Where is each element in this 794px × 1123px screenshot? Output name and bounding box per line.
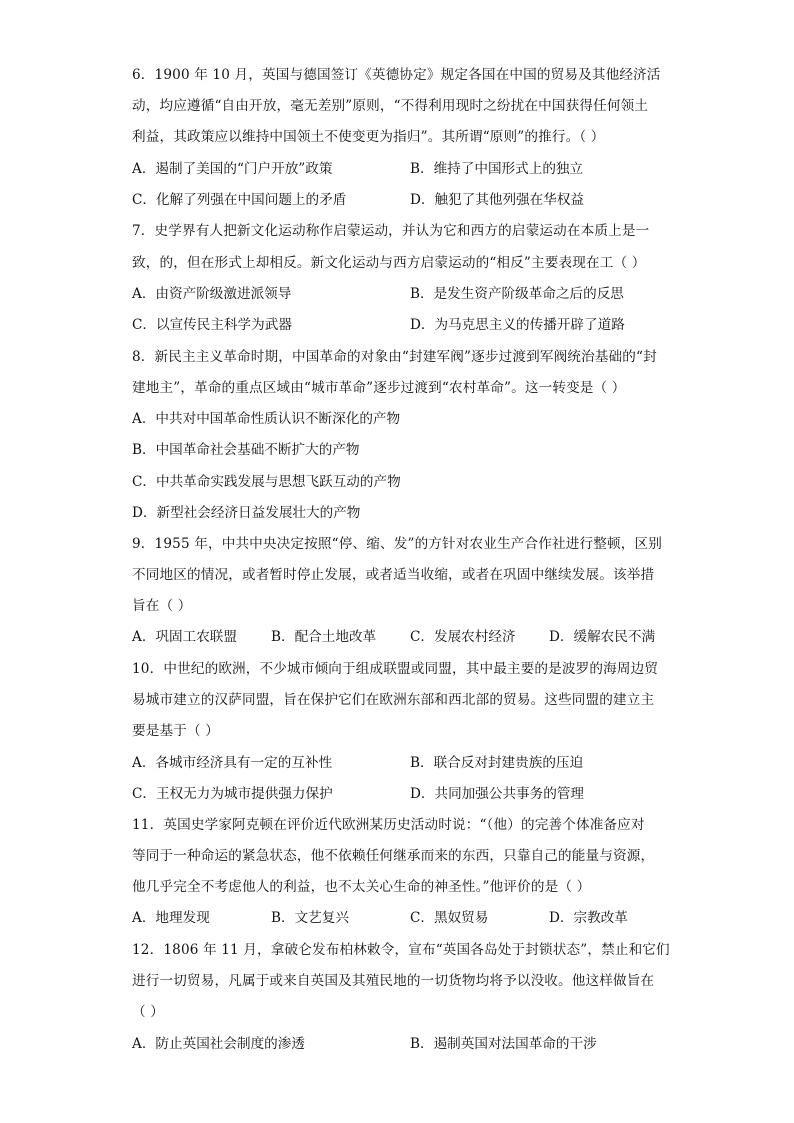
question-9-option-a: A．巩固工农联盟 xyxy=(132,629,237,645)
question-8-option-a: A．中共对中国革命性质认识不断深化的产物 xyxy=(132,411,401,427)
question-12-stem-line-2: 进行一切贸易，凡属于或来自英国及其殖民地的一切货物均将予以没收。他这样做旨在 xyxy=(132,973,655,989)
question-9-stem-line-2: 不同地区的情况，或者暂时停止发展，或者适当收缩，或者在巩固中继续发展。该举措 xyxy=(132,567,655,583)
question-6-stem-line-2: 动，均应遵循“自由开放，毫无差别”原则，“不得利用现时之纷扰在中国获得任何领土 xyxy=(132,98,649,114)
question-12-stem-line-3: （ ） xyxy=(132,1004,164,1020)
question-9-stem-line-1: 9．1955 年，中共中央决定按照“停、缩、发”的方针对农业生产合作社进行整顿，区别 xyxy=(132,536,662,552)
question-7-option-b: B．是发生资产阶级革命之后的反思 xyxy=(410,286,624,302)
question-10-stem-line-2: 易城市建立的汉萨同盟，旨在保护它们在欧洲东部和西北部的贸易。这些同盟的建立主 xyxy=(132,692,655,708)
question-10-option-b: B．联合反对封建贵族的压迫 xyxy=(410,755,584,771)
question-10-option-c: C．王权无力为城市提供强力保护 xyxy=(132,786,333,802)
question-12-stem-line-1: 12．1806 年 11 月，拿破仑发布柏林敕令，宣布“英国各岛处于封锁状态”，禁止和它们 xyxy=(132,942,670,958)
question-10-stem-line-1: 10．中世纪的欧洲，不少城市倾向于组成联盟或同盟，其中最主要的是波罗的海周边贸 xyxy=(132,661,659,677)
question-12-option-b: B．遏制英国对法国革命的干涉 xyxy=(410,1036,597,1052)
question-8-option-c: C．中共革命实践发展与思想飞跃互动的产物 xyxy=(132,474,401,490)
question-9-option-b: B．配合土地改革 xyxy=(271,629,377,645)
question-11-stem-line-3: 他几乎完全不考虑他人的利益，也不太关心生命的神圣性。”他评价的是（ ） xyxy=(132,879,591,895)
question-11-option-d: D．宗教改革 xyxy=(549,910,628,926)
question-6-option-b: B．维持了中国形式上的独立 xyxy=(410,161,584,177)
question-6-option-a: A．遏制了美国的“门户开放”政策 xyxy=(132,161,333,177)
question-7-option-a: A．由资产阶级激进派领导 xyxy=(132,286,292,302)
question-10-option-d: D．共同加强公共事务的管理 xyxy=(410,786,585,802)
question-8-option-d: D．新型社会经济日益发展壮大的产物 xyxy=(132,505,361,521)
question-6-option-c: C．化解了列强在中国问题上的矛盾 xyxy=(132,192,347,208)
question-7-option-d: D．为马克思主义的传播开辟了道路 xyxy=(410,317,625,333)
question-7-option-c: C．以宣传民主科学为武器 xyxy=(132,317,292,333)
question-11-stem-line-1: 11．英国史学家阿克顿在评价近代欧洲某历史活动时说：“（他）的完善个体准备应对 xyxy=(132,817,645,833)
question-6-stem-line-1: 6．1900 年 10 月，英国与德国签订《英德协定》规定各国在中国的贸易及其他经济活 xyxy=(132,67,661,83)
question-10-stem-line-3: 要是基于（ ） xyxy=(132,723,219,739)
question-11-option-a: A．地理发现 xyxy=(132,910,210,926)
question-6-option-d: D．触犯了其他列强在华权益 xyxy=(410,192,585,208)
question-11-stem-line-2: 等同于一种命运的紧急状态，他不依赖任何继承而来的东西，只靠自己的能量与资源， xyxy=(132,848,655,864)
question-8-option-b: B．中国革命社会基础不断扩大的产物 xyxy=(132,442,360,458)
question-11-option-c: C．黑奴贸易 xyxy=(410,910,489,926)
question-9-option-c: C．发展农村经济 xyxy=(410,629,516,645)
question-11-option-b: B．文艺复兴 xyxy=(271,910,349,926)
question-6-stem-line-3: 利益，其政策应以维持中国领土不使变更为指归”。其所谓“原则”的推行。（ ） xyxy=(132,129,605,145)
question-7-stem-line-2: 致，的，但在形式上却相反。新文化运动与西方启蒙运动的“相反”主要表现在工（ ） xyxy=(132,255,646,271)
question-7-stem-line-1: 7．史学界有人把新文化运动称作启蒙运动，并认为它和西方的启蒙运动在本质上是一 xyxy=(132,223,650,239)
question-12-option-a: A．防止英国社会制度的渗透 xyxy=(132,1036,305,1052)
question-8-stem-line-1: 8．新民主主义革命时期，中国革命的对象由“封建军阀”逐步过渡到军阀统治基础的“封 xyxy=(132,349,657,365)
question-10-option-a: A．各城市经济具有一定的互补性 xyxy=(132,755,333,771)
question-8-stem-line-2: 建地主”，革命的重点区域由“城市革命”逐步过渡到“农村革命”。这一转变是（ ） xyxy=(132,380,626,396)
question-9-stem-line-3: 旨在（ ） xyxy=(132,598,192,614)
question-9-option-d: D．缓解农民不满 xyxy=(549,629,656,645)
